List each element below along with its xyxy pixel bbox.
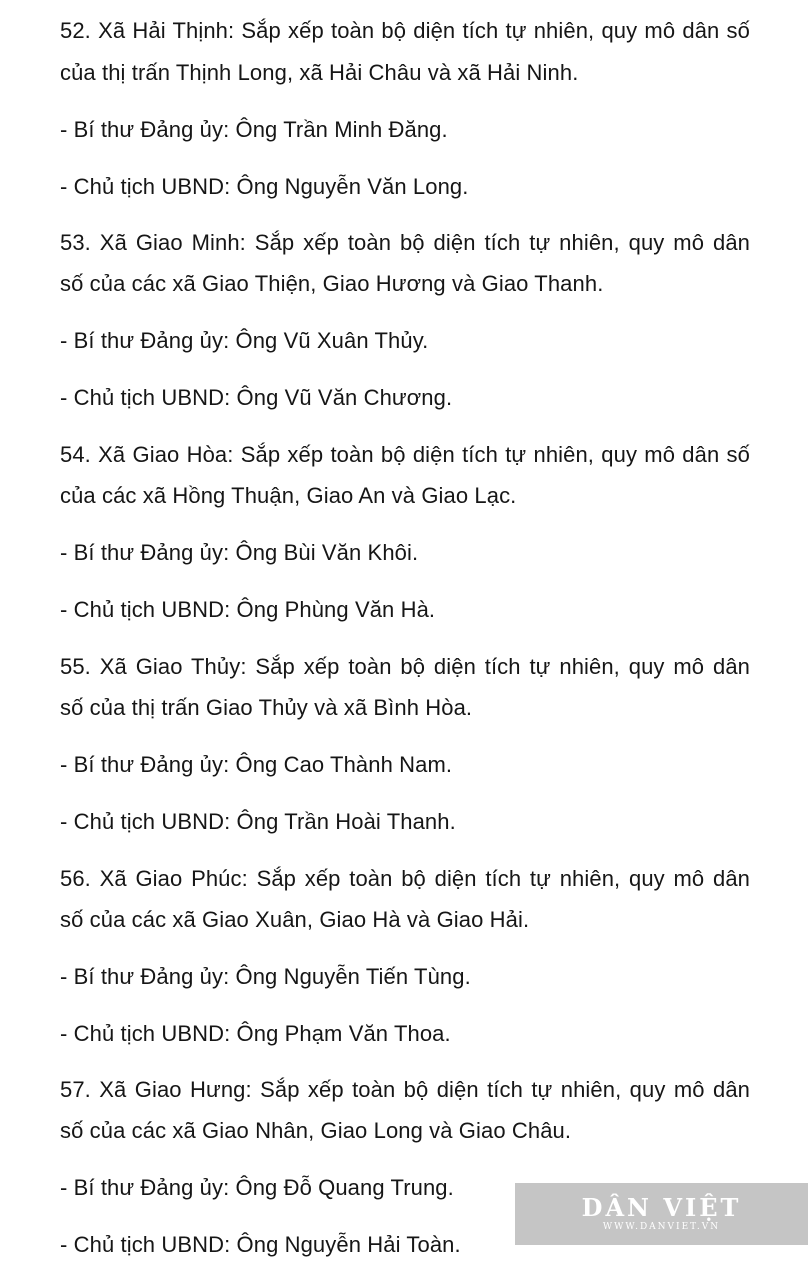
committee-chairman-line: - Chủ tịch UBND: Ông Vũ Văn Chương. [60, 385, 453, 410]
section-heading-line: 57. Xã Giao Hưng: Sắp xếp toàn bộ diện tích tự nhiên, quy mô dân [60, 1077, 750, 1102]
section-heading-line: số của thị trấn Giao Thủy và xã Bình Hòa. [60, 695, 473, 720]
committee-chairman-line: - Chủ tịch UBND: Ông Trần Hoài Thanh. [60, 809, 456, 834]
watermark-brand: DÂN VIỆT [581, 1193, 742, 1222]
section-heading-line: số của các xã Giao Xuân, Giao Hà và Giao Hải. [60, 907, 530, 932]
section-heading-line: 53. Xã Giao Minh: Sắp xếp toàn bộ diện tích tự nhiên, quy mô dân [60, 230, 750, 255]
section-heading-line: của thị trấn Thịnh Long, xã Hải Châu và xã Hải Ninh. [60, 60, 579, 85]
party-secretary-line: - Bí thư Đảng ủy: Ông Bùi Văn Khôi. [60, 540, 419, 565]
section-heading-line: 55. Xã Giao Thủy: Sắp xếp toàn bộ diện tích tự nhiên, quy mô dân [60, 654, 750, 679]
party-secretary-line: - Bí thư Đảng ủy: Ông Đỗ Quang Trung. [60, 1175, 454, 1200]
party-secretary-line: - Bí thư Đảng ủy: Ông Vũ Xuân Thủy. [60, 328, 429, 353]
party-secretary-line: - Bí thư Đảng ủy: Ông Nguyễn Tiến Tùng. [60, 964, 471, 989]
section-heading-line: số của các xã Giao Thiện, Giao Hương và Giao Thanh. [60, 271, 604, 296]
section-heading-line: số của các xã Giao Nhân, Giao Long và Giao Châu. [60, 1118, 572, 1143]
party-secretary-line: - Bí thư Đảng ủy: Ông Cao Thành Nam. [60, 752, 453, 777]
section-heading-line: 56. Xã Giao Phúc: Sắp xếp toàn bộ diện tích tự nhiên, quy mô dân [60, 866, 750, 891]
party-secretary-line: - Bí thư Đảng ủy: Ông Trần Minh Đăng. [60, 117, 448, 142]
danviet-watermark-logo [515, 1183, 808, 1245]
section-heading-line: của các xã Hồng Thuận, Giao An và Giao Lạc. [60, 483, 517, 508]
committee-chairman-line: - Chủ tịch UBND: Ông Phạm Văn Thoa. [60, 1021, 451, 1046]
committee-chairman-line: - Chủ tịch UBND: Ông Phùng Văn Hà. [60, 597, 436, 622]
committee-chairman-line: - Chủ tịch UBND: Ông Nguyễn Hải Toàn. [60, 1232, 461, 1257]
committee-chairman-line: - Chủ tịch UBND: Ông Nguyễn Văn Long. [60, 174, 469, 199]
watermark-url: WWW.DANVIET.VN [602, 1222, 721, 1232]
section-heading-line: 54. Xã Giao Hòa: Sắp xếp toàn bộ diện tích tự nhiên, quy mô dân số [60, 442, 750, 467]
section-heading-line: 52. Xã Hải Thịnh: Sắp xếp toàn bộ diện tích tự nhiên, quy mô dân số [60, 18, 750, 43]
